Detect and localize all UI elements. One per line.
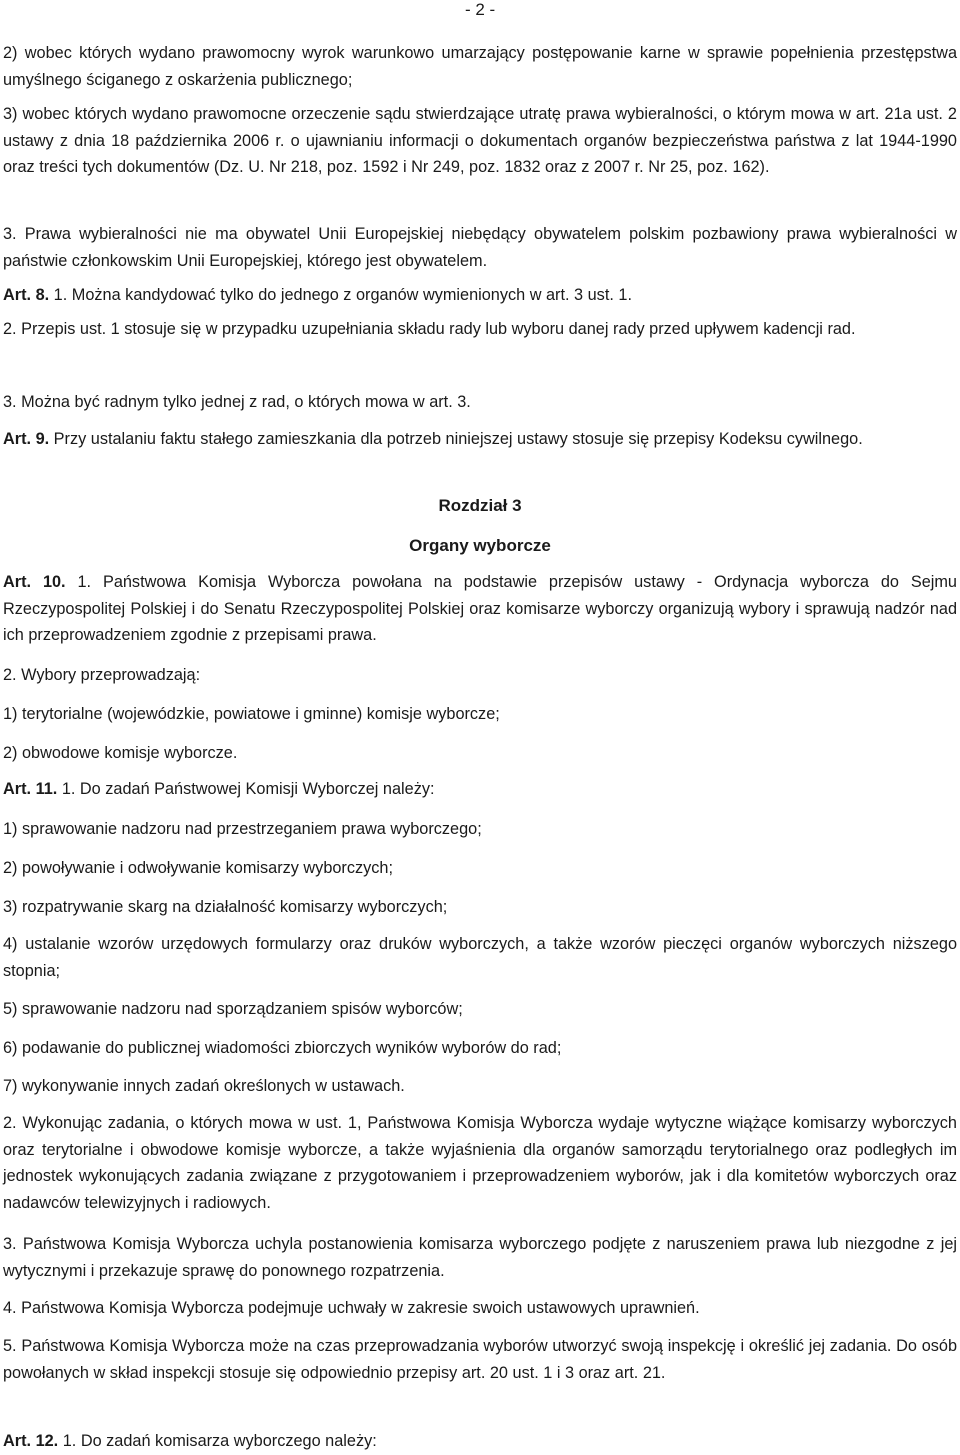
article-label: Art. 12. — [3, 1432, 59, 1450]
list-item: 6) podawanie do publicznej wiadomości zbiorczych wyników wyborów do rad; — [3, 1039, 562, 1057]
list-item: 2) powoływanie i odwoływanie komisarzy wyborczych; — [3, 859, 393, 877]
paragraph-text: Przy ustalaniu faktu stałego zamieszkania dla potrzeb niniejszej ustawy stosuje się przepisy Kodeksu cywilnego. — [49, 430, 863, 448]
paragraph: 3. Można być radnym tylko jednej z rad, o których mowa w art. 3. — [3, 393, 471, 411]
article-label: Art. 11. — [3, 780, 58, 798]
article-paragraph — [3, 426, 957, 453]
article-paragraph — [3, 776, 957, 803]
list-item: 1) sprawowanie nadzoru nad przestrzeganiem prawa wyborczego; — [3, 820, 482, 838]
paragraph: 3) wobec których wydano prawomocne orzeczenie sądu stwierdzające utratę prawa wybieralności, o którym mowa w art. 21a ust. 2 ustawy z dnia 18 października 2006 r. o ujawnianiu informacji o dokumentach organów bezpieczeństwa państwa z lat 1944-1990 oraz treści tych dokumentów (Dz. U. Nr 218, poz. 1592 i Nr 249, poz. 1832 oraz z 2007 r. Nr 25, poz. 162). — [3, 105, 957, 176]
article-label: Art. 8. — [3, 286, 50, 304]
article-paragraph — [3, 282, 957, 309]
article-label: Art. 10. — [3, 573, 66, 591]
list-item: 7) wykonywanie innych zadań określonych w ustawach. — [3, 1077, 405, 1095]
chapter-number: Rozdział 3 — [438, 496, 522, 515]
list-item: 5) sprawowanie nadzoru nad sporządzaniem spisów wyborców; — [3, 1000, 463, 1018]
list-item: 3) rozpatrywanie skarg na działalność komisarzy wyborczych; — [3, 898, 448, 916]
paragraph: 2. Przepis ust. 1 stosuje się w przypadku uzupełniania składu rady lub wyboru danej rady przed upływem kadencji rad. — [3, 320, 856, 338]
paragraph-text: 1. Do zadań komisarza wyborczego należy: — [58, 1432, 377, 1450]
list-item: 4) ustalanie wzorów urzędowych formularzy oraz druków wyborczych, a także wzorów pieczęci organów wyborczych niższego stopnia; — [3, 935, 957, 980]
paragraph: 2. Wybory przeprowadzają: — [3, 666, 201, 684]
list-item: 2) obwodowe komisje wyborcze. — [3, 744, 238, 762]
list-item: 1) terytorialne (wojewódzkie, powiatowe i gminne) komisje wyborcze; — [3, 705, 500, 723]
paragraph: 2. Wykonując zadania, o których mowa w ust. 1, Państwowa Komisja Wyborcza wydaje wytyczne wiążące komisarzy wyborczych oraz terytorialne i obwodowe komisje wyborcze, a także wyjaśnienia dla organów samorządu terytorialnego oraz podległych im jednostek wykonujących zadania związane z przygotowaniem i przeprowadzeniem wyborów, jak i dla komitetów wyborczych oraz nadawców telewizyjnych i radiowych. — [3, 1114, 957, 1212]
chapter-title: Organy wyborcze — [409, 536, 551, 555]
paragraph-text: 1. Można kandydować tylko do jednego z organów wymienionych w art. 3 ust. 1. — [49, 286, 632, 304]
paragraph: 3. Państwowa Komisja Wyborcza uchyla postanowienia komisarza wyborczego podjęte z naruszeniem prawa lub niezgodne z jej wytycznymi i przekazuje sprawę do ponownego rozpatrzenia. — [3, 1235, 957, 1280]
paragraph: 3. Prawa wybieralności nie ma obywatel Unii Europejskiej niebędący obywatelem polskim pozbawiony prawa wybieralności w państwie członkowskim Unii Europejskiej, którego jest obywatelem. — [3, 225, 957, 270]
paragraph-text: 1. Do zadań Państwowej Komisji Wyborczej należy: — [57, 780, 435, 798]
paragraph: 2) wobec których wydano prawomocny wyrok warunkowo umarzający postępowanie karne w sprawie popełnienia przestępstwa umyślnego ściganego z oskarżenia publicznego; — [3, 44, 957, 89]
paragraph-text: 1. Państwowa Komisja Wyborcza powołana na podstawie przepisów ustawy - Ordynacja wyborcza do Sejmu Rzeczypospolitej Polskiej i do Senatu Rzeczypospolitej Polskiej oraz komisarze wyborczy organizują wybory i sprawują nadzór nad ich przeprowadzeniem zgodnie z przepisami prawa. — [3, 573, 957, 644]
paragraph: 4. Państwowa Komisja Wyborcza podejmuje uchwały w zakresie swoich ustawowych uprawnień. — [3, 1299, 700, 1317]
page-number: - 2 - — [465, 0, 496, 19]
article-label: Art. 9. — [3, 430, 50, 448]
article-paragraph — [3, 569, 957, 649]
paragraph: 5. Państwowa Komisja Wyborcza może na czas przeprowadzania wyborów utworzyć swoją inspekcję i określić jej zadania. Do osób powołanych w skład inspekcji stosuje się odpowiednio przepisy art. 20 ust. 1 i 3 oraz art. 21. — [3, 1337, 957, 1382]
